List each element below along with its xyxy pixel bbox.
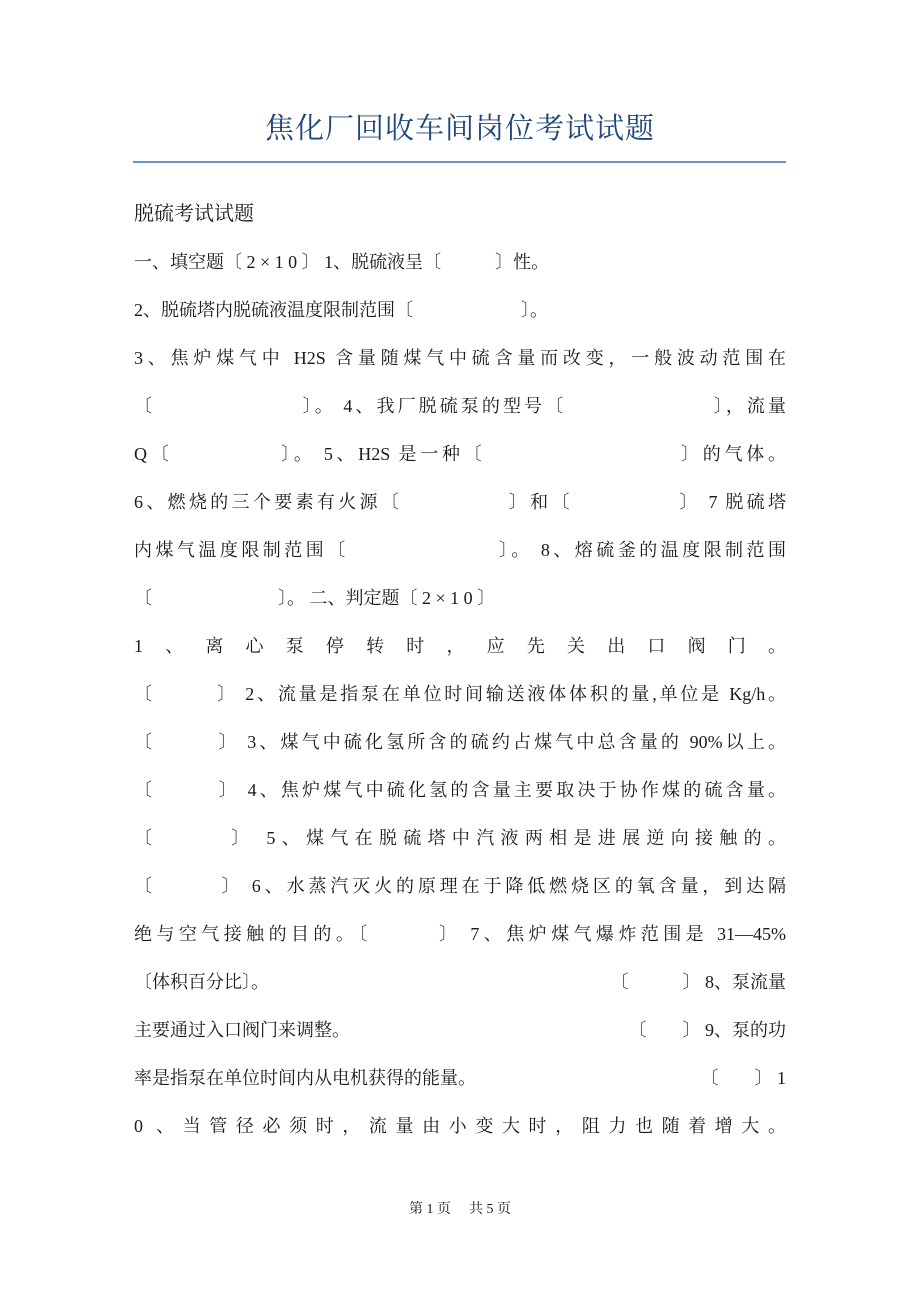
text-segment-right: 〔 〕 9、泵的功 — [628, 1020, 786, 1040]
text-line: 〔 〕 4、焦炉煤气中硫化氢的含量主要取决于协作煤的硫含量。 — [134, 780, 786, 800]
text-line: 一、填空题〔 2 × 1 0 〕 1、脱硫液呈〔 〕性。 — [134, 252, 550, 272]
text-line — [134, 958, 786, 1006]
text-line: 1、离心泵停转时，应先关出口阀门。 — [134, 636, 786, 656]
text-line: 6、燃烧的三个要素有火源〔 〕和〔 〕 7 脱硫塔 — [134, 492, 786, 512]
text-line: 〔 〕 5、煤气在脱硫塔中汽液两相是进展逆向接触的。 — [134, 828, 786, 848]
document-body — [134, 190, 786, 1150]
text-line: 〔 〕 2、流量是指泵在单位时间输送液体体积的量,单位是 Kg/h。 — [134, 684, 786, 704]
text-line: 〔 〕。 4、我厂脱硫泵的型号〔 〕，流量 — [134, 396, 786, 416]
title-divider-rule — [133, 161, 786, 163]
text-line: 3、焦炉煤气中 H2S 含量随煤气中硫含量而改变，一般波动范围在 — [134, 348, 786, 368]
page-footer — [0, 1196, 920, 1224]
text-segment-left: 〔体积百分比〕。 — [134, 972, 269, 992]
text-segment-right: 〔 〕 8、泵流量 — [610, 972, 786, 992]
text-line: Q〔 〕。 5、H2S 是一种〔 〕的气体。 — [134, 444, 786, 464]
text-line: 〔 〕 6、水蒸汽灭火的原理在于降低燃烧区的氧含量，到达隔 — [134, 876, 786, 896]
page-title: 焦化厂回收车间岗位考试试题 — [264, 113, 655, 145]
text-segment-right: 〔 〕 1 — [700, 1068, 786, 1088]
footer-total-pages: 共 5 页 — [469, 1202, 511, 1217]
text-line: 2、脱硫塔内脱硫液温度限制范围〔 〕。 — [134, 300, 548, 320]
text-line: 内煤气温度限制范围〔 〕。 8、熔硫釜的温度限制范围 — [134, 540, 786, 560]
text-line: 〔 〕 3、煤气中硫化氢所含的硫约占煤气中总含量的 90%以上。 — [134, 732, 786, 752]
footer-page-number: 第 1 页 — [409, 1202, 451, 1217]
section-subtitle: 脱硫考试试题 — [134, 203, 254, 225]
text-line — [134, 1006, 786, 1054]
text-line: 绝与空气接触的目的。〔 〕 7、焦炉煤气爆炸范围是 31—45% — [134, 924, 786, 944]
text-segment-left: 率是指泵在单位时间内从电机获得的能量。 — [134, 1068, 476, 1088]
text-line — [134, 1054, 786, 1102]
text-line: 〔 〕。 二、判定题〔 2 × 1 0 〕 — [134, 588, 496, 608]
text-line: 0 、当管径必须时，流量由小变大时，阻力也随着增大。 — [134, 1116, 786, 1136]
text-segment-left: 主要通过入口阀门来调整。 — [134, 1020, 350, 1040]
